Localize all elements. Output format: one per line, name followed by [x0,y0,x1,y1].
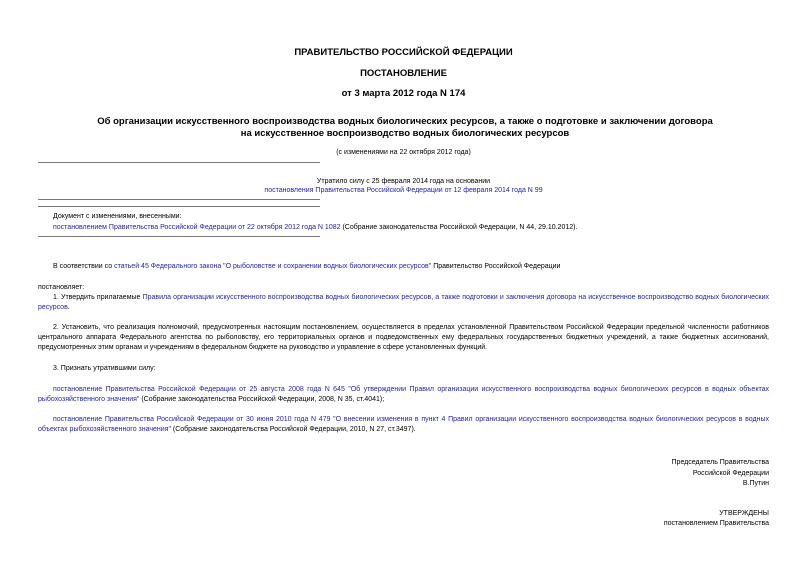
approved-heading: УТВЕРЖДЕНЫ [719,510,769,517]
document-date: от 3 марта 2012 года N 174 [341,88,466,99]
item-1-prefix: 1. Утвердить прилагаемые [53,294,143,301]
divider [38,206,320,207]
approved-by: постановлением Правительства [663,520,769,527]
amended-line [53,223,773,232]
item-1 [38,293,769,313]
signature-title: Председатель Правительства [671,459,769,466]
rules-link[interactable]: Правила организации искусственного воспроизводства водных биологических ресурсов, а также подготовки и заключения договора на искусственное воспроизводство водных биологических ресурсов [38,294,769,312]
item-2: 2. Установить, что реализация полномочий, предусмотренных настоящим постановлением, осуществляется в пределах установленной Правительством Российской Федерации предельной численности работников центрального аппарата Федерального агентства по рыболовству, его территориальных органов и подведомственных ему федеральных государственных бюджетных учреждений, а также бюджетных ассигнований, предусмотренных этим органам и учреждениям в федеральном бюджете на руководство и управление в сфере установленных функций. [38,324,769,352]
item-1-suffix: . [67,304,70,312]
intro-suffix: Правительство Российской Федерации [431,263,561,270]
signature-country: Российской Федерации [692,470,769,477]
intro-prefix: В соответствии со [53,263,115,270]
resolves-text: постановляет: [38,284,85,291]
document-type: ПОСТАНОВЛЕНИЕ [360,68,447,79]
repeal-2 [38,415,769,435]
expired-note: Утратило силу с 25 февраля 2014 года на основании [316,178,491,185]
law-article-link[interactable]: статьей 45 Федерального закона "О рыболовстве и сохранении водных биологических ресурсов" [114,263,432,270]
amended-label: Документ с изменениями, внесенными: [53,213,182,220]
repeal-1-link[interactable]: постановление Правительства Российской Федерации от 25 августа 2008 года N 645 "Об утверждении Правил организации искусственного воспроизводства водных биологических ресурсов в водных объектах рыбохозяйственного значения" [38,386,769,404]
expired-link[interactable]: постановления Правительства Российской Федерации от 12 февраля 2014 года N 99 [264,187,543,194]
government-heading: ПРАВИТЕЛЬСТВО РОССИЙСКОЙ ФЕДЕРАЦИИ [294,47,513,58]
divider [38,236,320,237]
repeal-2-link[interactable]: постановление Правительства Российской Федерации от 30 июня 2010 года N 479 "О внесении изменения в пункт 4 Правил организации искусственного воспроизводства водных биологических ресурсов в водных объектах рыбохозяйственного значения" [38,416,769,434]
document-title: Об организации искусственного воспроизводства водных биологических ресурсов, а также о подготовке и заключении договора на искусственное воспроизводство водных биологических ресурсов [97,116,713,139]
signature-name: В.Путин [742,480,769,487]
amended-source: (Собрание законодательства Российской Федерации, N 44, 29.10.2012). [340,224,578,231]
intro-paragraph [53,262,773,271]
divider [38,162,320,163]
repeal-1-source: (Собрание законодательства Российской Федерации, 2008, N 35, ст.4041); [139,396,385,404]
changes-note: (с изменениями на 22 октября 2012 года) [336,149,471,156]
divider [38,199,320,200]
repeal-1 [38,385,769,405]
repeal-2-source: (Собрание законодательства Российской Федерации, 2010, N 27, ст.3497). [170,426,416,434]
amended-link[interactable]: постановлением Правительства Российской Федерации от 22 октября 2012 года N 1082 [53,224,341,231]
item-3: 3. Признать утратившими силу: [53,365,156,372]
